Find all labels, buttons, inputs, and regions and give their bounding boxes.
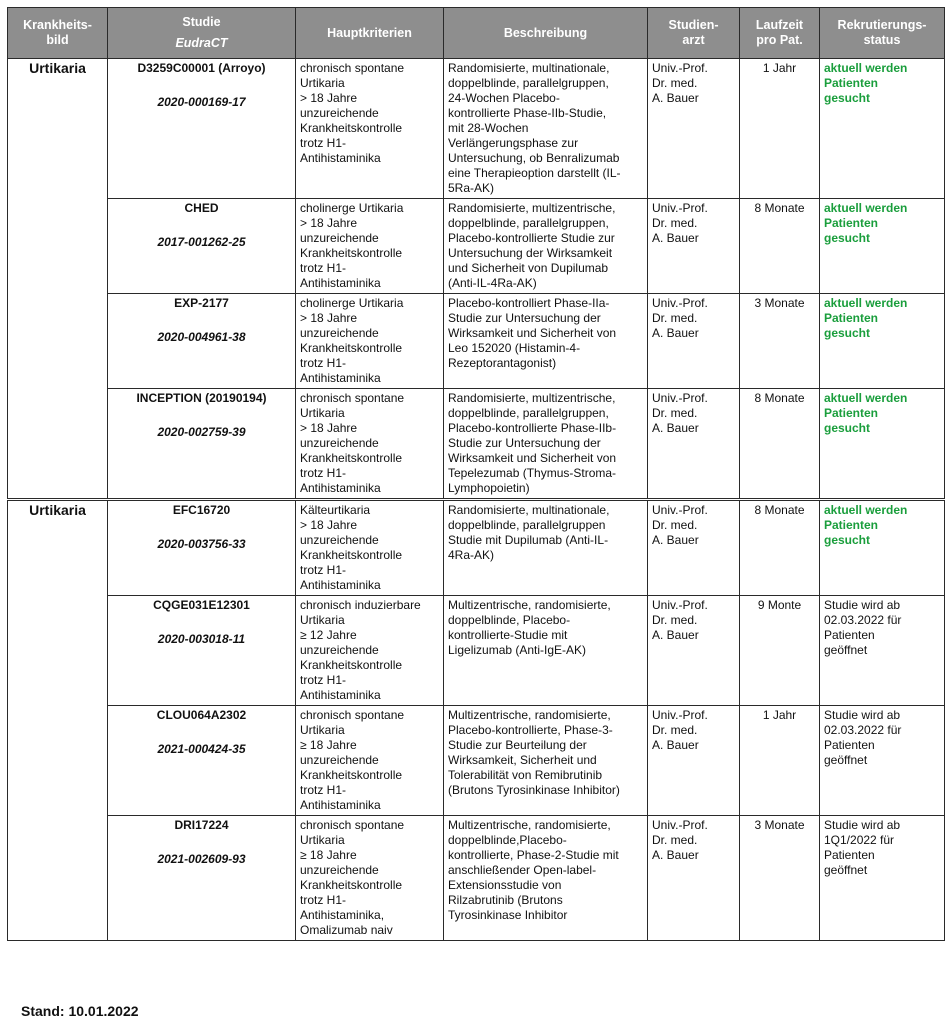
doctor-cell: Univ.-Prof. Dr. med. A. Bauer: [648, 596, 740, 706]
description-cell: Multizentrische, randomisierte, doppelblinde,Placebo- kontrollierte, Phase-2-Studie mit anschließender Open-label- Extensionsstudie von Rilzabrutinib (Brutons Tyrosinkinase Inhibitor: [444, 816, 648, 941]
study-cell: [108, 389, 296, 500]
description-cell: Multizentrische, randomisierte, doppelblinde, Placebo- kontrollierte-Studie mit Ligelizumab (Anti-IgE-AK): [444, 596, 648, 706]
eudract-number: 2021-002609-93: [157, 852, 246, 866]
status-cell: aktuell werden Patienten gesucht: [820, 294, 945, 389]
status-cell: aktuell werden Patienten gesucht: [820, 500, 945, 596]
study-cell: [108, 706, 296, 816]
header-disease: Krankheits- bild: [8, 8, 108, 59]
duration-cell: 1 Jahr: [740, 59, 820, 199]
doctor-cell: Univ.-Prof. Dr. med. A. Bauer: [648, 59, 740, 199]
status-cell: Studie wird ab 02.03.2022 für Patienten geöffnet: [820, 706, 945, 816]
criteria-cell: Kälteurtikaria > 18 Jahre unzureichende Krankheitskontrolle trotz H1- Antihistaminika: [296, 500, 444, 596]
header-study: [108, 8, 296, 59]
study-code: CQGE031E12301: [153, 598, 250, 612]
duration-cell: 9 Monte: [740, 596, 820, 706]
study-code: CHED: [184, 201, 219, 215]
study-row: [8, 816, 945, 941]
study-code: DRI17224: [174, 818, 229, 832]
stand-date: Stand: 10.01.2022: [21, 1003, 139, 1019]
study-row: [8, 389, 945, 500]
description-cell: Placebo-kontrolliert Phase-IIa- Studie zur Untersuchung der Wirksamkeit und Sicherheit von Leo 152020 (Histamin-4- Rezeptorantagonist): [444, 294, 648, 389]
study-code: EXP-2177: [174, 296, 229, 310]
duration-cell: 3 Monate: [740, 294, 820, 389]
study-cell: [108, 500, 296, 596]
header-description: Beschreibung: [444, 8, 648, 59]
doctor-cell: Univ.-Prof. Dr. med. A. Bauer: [648, 816, 740, 941]
study-row: [8, 706, 945, 816]
criteria-cell: chronisch spontane Urtikaria > 18 Jahre unzureichende Krankheitskontrolle trotz H1- Antihistaminika: [296, 59, 444, 199]
eudract-number: 2020-004961-38: [157, 330, 246, 344]
description-cell: Multizentrische, randomisierte, Placebo-kontrollierte, Phase-3- Studie zur Beurteilung der Wirksamkeit, Sicherheit und Tolerabilität von Remibrutinib (Brutons Tyrosinkinase Inhibitor): [444, 706, 648, 816]
doctor-cell: Univ.-Prof. Dr. med. A. Bauer: [648, 294, 740, 389]
header-study-eudract: EudraCT: [175, 36, 228, 50]
eudract-number: 2020-002759-39: [157, 425, 246, 439]
doctor-cell: Univ.-Prof. Dr. med. A. Bauer: [648, 500, 740, 596]
eudract-number: 2020-003756-33: [157, 537, 246, 551]
header-study-label: Studie: [182, 15, 221, 29]
study-code: INCEPTION (20190194): [136, 391, 267, 405]
duration-cell: 8 Monate: [740, 199, 820, 294]
header-status: Rekrutierungs- status: [820, 8, 945, 59]
status-cell: Studie wird ab 1Q1/2022 für Patienten geöffnet: [820, 816, 945, 941]
eudract-number: 2020-000169-17: [157, 95, 246, 109]
study-cell: [108, 294, 296, 389]
eudract-number: 2020-003018-11: [157, 632, 246, 646]
criteria-cell: chronisch spontane Urtikaria ≥ 18 Jahre unzureichende Krankheitskontrolle trotz H1- Antihistaminika: [296, 706, 444, 816]
criteria-cell: chronisch induzierbare Urtikaria ≥ 12 Jahre unzureichende Krankheitskontrolle trotz H1- Antihistaminika: [296, 596, 444, 706]
study-code: CLOU064A2302: [156, 708, 247, 722]
duration-cell: 1 Jahr: [740, 706, 820, 816]
status-cell: aktuell werden Patienten gesucht: [820, 59, 945, 199]
study-row: [8, 500, 945, 596]
disease-cell: Urtikaria: [8, 59, 108, 500]
study-row: [8, 199, 945, 294]
criteria-cell: cholinerge Urtikaria > 18 Jahre unzureichende Krankheitskontrolle trotz H1- Antihistaminika: [296, 294, 444, 389]
study-row: [8, 59, 945, 199]
studies-body: [8, 59, 945, 941]
doctor-cell: Univ.-Prof. Dr. med. A. Bauer: [648, 199, 740, 294]
eudract-number: 2021-000424-35: [157, 742, 246, 756]
study-cell: [108, 596, 296, 706]
doctor-cell: Univ.-Prof. Dr. med. A. Bauer: [648, 706, 740, 816]
description-cell: Randomisierte, multinationale, doppelblinde, parallelgruppen, 24-Wochen Placebo- kontrollierte Phase-IIb-Studie, mit 28-Wochen Verlängerungsphase zur Untersuchung, ob Benralizumab eine Therapieoption darstellt (IL- 5Ra-AK): [444, 59, 648, 199]
eudract-number: 2017-001262-25: [157, 235, 246, 249]
duration-cell: 8 Monate: [740, 500, 820, 596]
description-cell: Randomisierte, multizentrische, doppelblinde, parallelgruppen, Placebo-kontrollierte Studie zur Untersuchung der Wirksamkeit und Sicherheit von Dupilumab (Anti-IL-4Ra-AK): [444, 199, 648, 294]
criteria-cell: chronisch spontane Urtikaria > 18 Jahre unzureichende Krankheitskontrolle trotz H1- Antihistaminika: [296, 389, 444, 500]
description-cell: Randomisierte, multinationale, doppelblinde, parallelgruppen Studie mit Dupilumab (Anti-IL- 4Ra-AK): [444, 500, 648, 596]
header-row: [8, 8, 945, 59]
header-criteria: Hauptkriterien: [296, 8, 444, 59]
status-cell: aktuell werden Patienten gesucht: [820, 389, 945, 500]
disease-cell: Urtikaria: [8, 500, 108, 941]
study-cell: [108, 59, 296, 199]
study-row: [8, 596, 945, 706]
header-doctor: Studien- arzt: [648, 8, 740, 59]
description-cell: Randomisierte, multizentrische, doppelblinde, parallelgruppen, Placebo-kontrollierte Phase-IIb- Studie zur Untersuchung der Wirksamkeit und Sicherheit von Tepelezumab (Thymus-Stroma- Lymphopoietin): [444, 389, 648, 500]
study-code: EFC16720: [172, 503, 231, 517]
status-cell: aktuell werden Patienten gesucht: [820, 199, 945, 294]
doctor-cell: Univ.-Prof. Dr. med. A. Bauer: [648, 389, 740, 500]
status-cell: Studie wird ab 02.03.2022 für Patienten geöffnet: [820, 596, 945, 706]
duration-cell: 3 Monate: [740, 816, 820, 941]
header-duration: Laufzeit pro Pat.: [740, 8, 820, 59]
study-code: D3259C00001 (Arroyo): [137, 61, 266, 75]
duration-cell: 8 Monate: [740, 389, 820, 500]
study-cell: [108, 199, 296, 294]
study-cell: [108, 816, 296, 941]
studies-table: [7, 7, 945, 941]
criteria-cell: chronisch spontane Urtikaria ≥ 18 Jahre unzureichende Krankheitskontrolle trotz H1- Antihistaminika, Omalizumab naiv: [296, 816, 444, 941]
criteria-cell: cholinerge Urtikaria > 18 Jahre unzureichende Krankheitskontrolle trotz H1- Antihistaminika: [296, 199, 444, 294]
study-row: [8, 294, 945, 389]
